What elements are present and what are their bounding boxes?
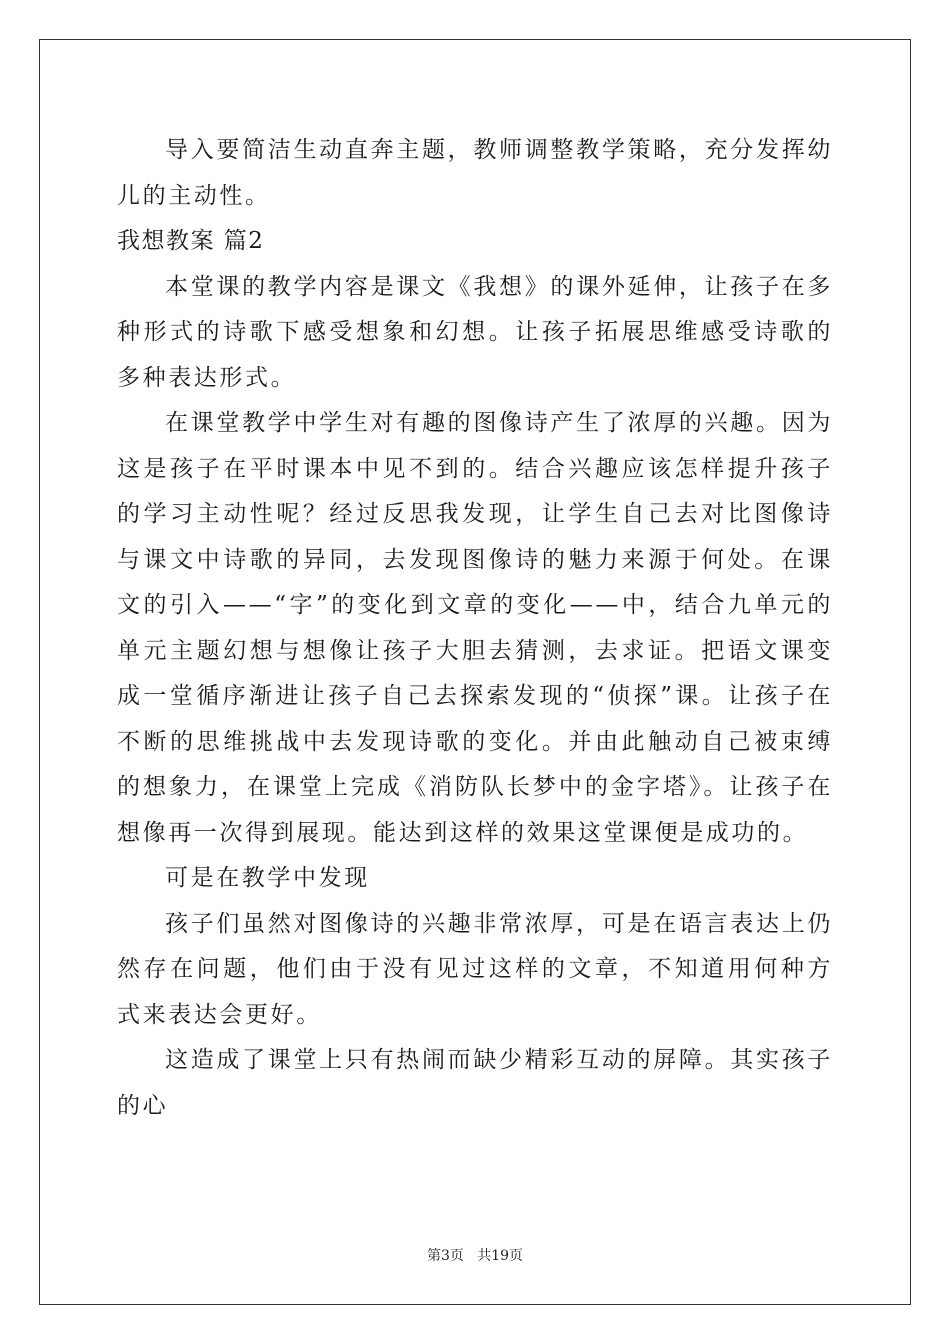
paragraph-2: 本堂课的教学内容是课文《我想》的课外延伸，让孩子在多种形式的诗歌下感受想象和幻想。让孩子拓展思维感受诗歌的多种表达形式。 <box>117 273 833 391</box>
paragraph-6: 这造成了课堂上只有热闹而缺少精彩互动的屏障。其实孩子的心 <box>117 1047 833 1119</box>
paragraph-3: 在课堂教学中学生对有趣的图像诗产生了浓厚的兴趣。因为这是孩子在平时课本中见不到的。结合兴趣应该怎样提升孩子的学习主动性呢？经过反思我发现，让学生自己去对比图像诗与课文中诗歌的异同，去发现图像诗的魅力来源于何处。在课文的引入——“字”的变化到文章的变化——中，结合九单元的单元主题幻想与想像让孩子大胆去猜测，去求证。把语文课变成一堂循序渐进让孩子自己去探索发现的“侦探”课。让孩子在不断的思维挑战中去发现诗歌的变化。并由此触动自己被束缚的想象力，在课堂上完成《消防队长梦中的金字塔》。让孩子在想像再一次得到展现。能达到这样的效果这堂课便是成功的。 <box>117 410 833 846</box>
paragraph-5: 孩子们虽然对图像诗的兴趣非常浓厚，可是在语言表达上仍然存在问题，他们由于没有见过这样的文章，不知道用何种方式来表达会更好。 <box>117 910 833 1028</box>
paragraph-4: 可是在教学中发现 <box>165 865 370 891</box>
paragraph-1: 导入要简洁生动直奔主题，教师调整教学策略，充分发挥幼儿的主动性。 <box>117 137 833 209</box>
document-body <box>117 128 833 1129</box>
section-heading: 我想教案 篇2 <box>117 228 265 254</box>
page-number-footer: 第3页 共19页 <box>426 1248 524 1264</box>
